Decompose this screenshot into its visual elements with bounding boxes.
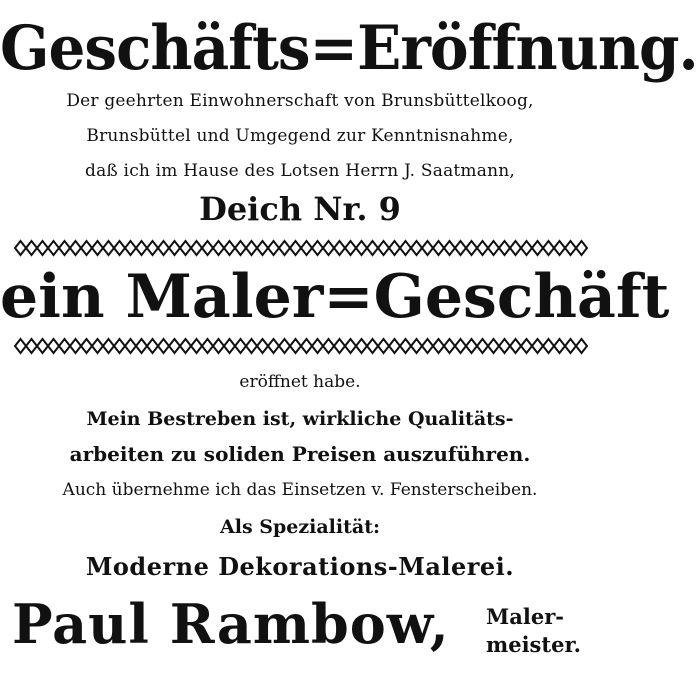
border-diamond [213, 241, 224, 255]
border-diamond [576, 339, 587, 353]
border-diamond [323, 339, 334, 353]
owner-name: Paul Rambow, [12, 592, 450, 656]
border-diamond [37, 339, 48, 353]
border-diamond [103, 339, 114, 353]
border-diamond [576, 241, 587, 255]
border-diamond [180, 339, 191, 353]
intro-line-2: Brunsbüttel und Umgegend zur Kenntnisnahme, [86, 126, 514, 146]
border-diamond [279, 241, 290, 255]
border-diamond [565, 339, 576, 353]
border-diamond [158, 339, 169, 353]
owner-title-line-1: Maler- [486, 604, 564, 629]
border-diamond [147, 241, 158, 255]
border-diamond [400, 241, 411, 255]
border-diamond [345, 241, 356, 255]
border-diamond [224, 241, 235, 255]
intro-line-1: Der geehrten Einwohnerschaft von Brunsbüttelkoog, [66, 91, 534, 111]
ornamental-border-top [15, 240, 587, 256]
border-diamond [103, 241, 114, 255]
border-diamond [235, 241, 246, 255]
border-diamond [499, 339, 510, 353]
border-diamond [180, 241, 191, 255]
border-diamond [334, 339, 345, 353]
border-diamond [290, 241, 301, 255]
border-diamond [389, 241, 400, 255]
border-diamond [59, 339, 70, 353]
border-diamond [257, 339, 268, 353]
border-diamond [554, 339, 565, 353]
border-diamond [213, 339, 224, 353]
border-diamond [81, 241, 92, 255]
border-diamond [92, 339, 103, 353]
specialty: Moderne Dekorations-Malerei. [85, 552, 515, 581]
border-diamond [136, 339, 147, 353]
border-diamond [433, 241, 444, 255]
border-diamond [488, 241, 499, 255]
border-diamond [455, 339, 466, 353]
border-diamond [158, 241, 169, 255]
border-diamond [532, 339, 543, 353]
border-diamond [521, 339, 532, 353]
border-diamond [323, 241, 334, 255]
border-diamond [114, 241, 125, 255]
border-diamond [444, 241, 455, 255]
border-diamond [422, 241, 433, 255]
border-diamond [81, 339, 92, 353]
border-diamond [334, 241, 345, 255]
specialty-label: Als Spezialität: [220, 516, 380, 538]
border-diamond [290, 339, 301, 353]
border-diamond [268, 339, 279, 353]
border-diamond [169, 339, 180, 353]
border-diamond [543, 241, 554, 255]
border-diamond [92, 241, 103, 255]
border-diamond [345, 339, 356, 353]
border-diamond [433, 339, 444, 353]
border-diamond [367, 339, 378, 353]
border-diamond [477, 241, 488, 255]
border-diamond [246, 339, 257, 353]
border-diamond [378, 339, 389, 353]
address: Deich Nr. 9 [199, 190, 401, 228]
border-diamond [268, 241, 279, 255]
border-diamond [125, 241, 136, 255]
border-diamond [411, 339, 422, 353]
border-diamond [15, 241, 26, 255]
main-line: ein Maler=Geschäft [0, 262, 670, 332]
heading: Geschäfts=Eröffnung. [0, 12, 698, 84]
border-diamond [488, 339, 499, 353]
border-diamond [510, 241, 521, 255]
border-diamond [356, 241, 367, 255]
border-diamond [15, 339, 26, 353]
border-diamond [202, 339, 213, 353]
border-diamond [532, 241, 543, 255]
border-diamond [312, 339, 323, 353]
border-diamond [246, 241, 257, 255]
border-diamond [389, 339, 400, 353]
border-diamond [48, 339, 59, 353]
body-line-2: arbeiten zu soliden Preisen auszuführen. [69, 442, 531, 466]
border-diamond [301, 241, 312, 255]
border-diamond [202, 241, 213, 255]
border-diamond [367, 241, 378, 255]
border-diamond [70, 339, 81, 353]
border-diamond [411, 241, 422, 255]
border-diamond [136, 241, 147, 255]
border-diamond [191, 339, 202, 353]
border-diamond [125, 339, 136, 353]
border-diamond [191, 241, 202, 255]
border-diamond [301, 339, 312, 353]
border-diamond [510, 339, 521, 353]
ornamental-border-bottom [15, 338, 587, 354]
border-diamond [466, 339, 477, 353]
border-diamond [400, 339, 411, 353]
border-diamond [422, 339, 433, 353]
intro-line-3: daß ich im Hause des Lotsen Herrn J. Saatmann, [84, 161, 515, 181]
border-diamond [26, 241, 37, 255]
border-diamond [554, 241, 565, 255]
border-diamond [257, 241, 268, 255]
border-diamond [543, 339, 554, 353]
border-diamond [455, 241, 466, 255]
border-diamond [312, 241, 323, 255]
body-line-1: Mein Bestreben ist, wirkliche Qualitäts- [86, 408, 514, 430]
border-diamond [224, 339, 235, 353]
body-line-3: Auch übernehme ich das Einsetzen v. Fensterscheiben. [62, 480, 538, 500]
border-diamond [499, 241, 510, 255]
border-diamond [70, 241, 81, 255]
border-diamond [466, 241, 477, 255]
border-diamond [279, 339, 290, 353]
border-diamond [477, 339, 488, 353]
border-diamond [114, 339, 125, 353]
opened-line: eröffnet habe. [239, 372, 361, 392]
owner-title-line-2: meister. [486, 632, 581, 657]
border-diamond [48, 241, 59, 255]
border-diamond [521, 241, 532, 255]
border-diamond [565, 241, 576, 255]
border-diamond [378, 241, 389, 255]
border-diamond [26, 339, 37, 353]
border-diamond [235, 339, 246, 353]
border-diamond [59, 241, 70, 255]
border-diamond [37, 241, 48, 255]
border-diamond [444, 339, 455, 353]
border-diamond [147, 339, 158, 353]
border-diamond [169, 241, 180, 255]
border-diamond [356, 339, 367, 353]
